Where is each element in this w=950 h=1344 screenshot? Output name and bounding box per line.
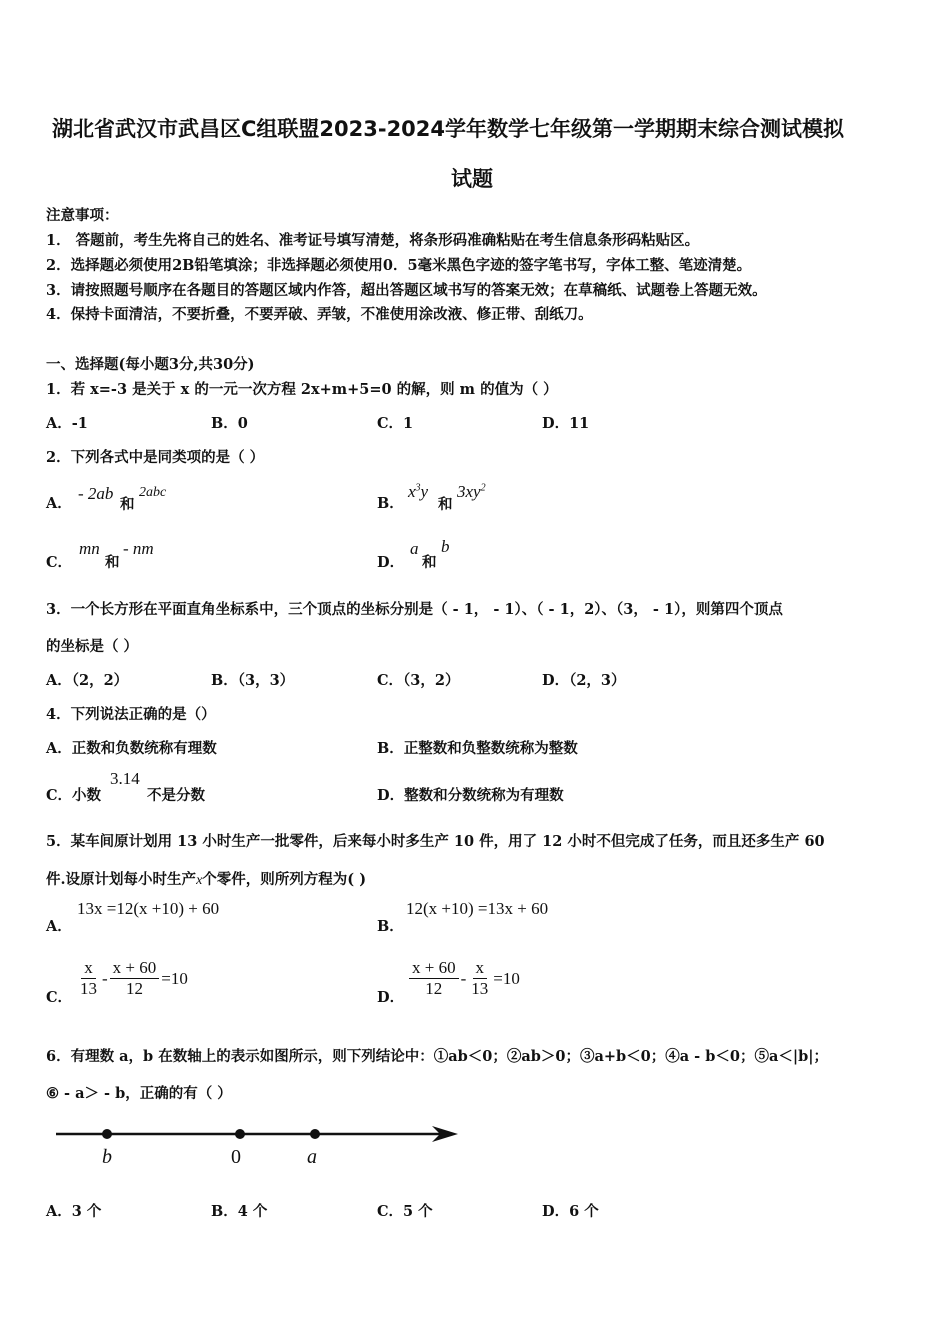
number-line-figure <box>50 1118 470 1178</box>
point-b-dot <box>102 1129 112 1139</box>
q6-option-a: A．3 个 <box>46 1203 102 1220</box>
q3-stem-line1: 3．一个长方形在平面直角坐标系中，三个顶点的坐标分别是（ - 1， - 1）、（ - 1，2）、（3， - 1），则第四个顶点 <box>46 601 783 618</box>
q1-option-d: D．11 <box>542 415 590 432</box>
q1-option-c: C．1 <box>377 415 414 432</box>
q2-a-conj: 和 <box>120 496 135 513</box>
q2-d-term1: a <box>410 539 419 558</box>
notice-item-2: 2．选择题必须使用2B铅笔填涂；非选择题必须使用0．5毫米黑色字迹的签字笔书写，字体工整、笔迹清楚。 <box>46 257 752 274</box>
q3-option-a: A．（2，2） <box>46 672 129 689</box>
notice-item-4: 4．保持卡面清洁，不要折叠，不要弄破、弄皱，不准使用涂改液、修正带、刮纸刀。 <box>46 306 593 323</box>
q2-option-d-label: D． <box>377 554 405 571</box>
q5-stem-line1: 5．某车间原计划用 13 小时生产一批零件，后来每小时多生产 10 件，用了 12 小时不但完成了任务，而且还多生产 60 <box>46 833 825 850</box>
q1-stem: 1．若 x=-3 是关于 x 的一元一次方程 2x+m+5=0 的解，则 m 的值为（ ） <box>46 381 558 398</box>
notice-heading: 注意事项： <box>46 207 119 224</box>
q6-option-b: B．4 个 <box>211 1203 268 1220</box>
q2-b-term2: $3xy^2$ <box>457 482 486 501</box>
label-zero: 0 <box>231 1146 241 1168</box>
q6-option-d: D．6 个 <box>542 1203 599 1220</box>
q2-c-term1: mn <box>79 539 100 558</box>
q2-option-c-label: C． <box>46 554 73 571</box>
q4-option-d: D．整数和分数统称为有理数 <box>377 787 564 804</box>
label-b: b <box>102 1146 112 1168</box>
section-heading: 一、选择题(每小题3分,共30分) <box>46 356 255 373</box>
q3-option-d: D．（2，3） <box>542 672 626 689</box>
q2-b-term1: $x^3y$ <box>408 482 429 501</box>
q2-d-term2: b <box>441 537 450 556</box>
q6-option-c: C．5 个 <box>377 1203 433 1220</box>
notice-item-3: 3．请按照题号顺序在各题目的答题区域内作答，超出答题区域书写的答案无效；在草稿纸、试题卷上答题无效。 <box>46 282 767 299</box>
q2-c-conj: 和 <box>105 554 120 571</box>
q5-option-a-label: A． <box>46 918 72 935</box>
q5-option-b-label: B． <box>377 918 404 935</box>
q5-option-d-label: D． <box>377 989 405 1006</box>
q5-option-b-expr: 12(x +10) =13x + 60 <box>406 899 549 918</box>
q2-c-term2: - nm <box>123 539 154 558</box>
q2-d-conj: 和 <box>422 554 437 571</box>
q3-stem-line2: 的坐标是（ ） <box>46 638 139 655</box>
q4-option-c-number: 3.14 <box>110 769 140 788</box>
q3-option-b: B．（3，3） <box>211 672 295 689</box>
q2-a-term2: 2abc <box>139 485 167 500</box>
q4-option-c-pre: C．小数 <box>46 787 102 804</box>
q2-b-conj: 和 <box>438 496 453 513</box>
q2-option-a-label: A． <box>46 495 72 512</box>
q5-stem-line2: 件.设原计划每小时生产x个零件，则所列方程为( ) <box>46 871 367 888</box>
point-zero-dot <box>235 1129 245 1139</box>
q1-option-b: B．0 <box>211 415 248 432</box>
page-title-line1: 湖北省武汉市武昌区C组联盟2023-2024学年数学七年级第一学期期末综合测试模拟 <box>52 117 845 141</box>
q3-option-c: C．（3，2） <box>377 672 460 689</box>
label-a: a <box>307 1146 317 1168</box>
q5-option-c-expr: $\frac{x}{13}$ - $\frac{x + 60}{12}$ =10 <box>80 958 188 998</box>
q2-a-term1: - 2ab <box>78 484 114 503</box>
q2-stem: 2．下列各式中是同类项的是（ ） <box>46 449 265 466</box>
q5-option-c-label: C． <box>46 989 73 1006</box>
q6-stem-line1: 6．有理数 a，b 在数轴上的表示如图所示，则下列结论中：①ab＜0；②ab＞0；③a+b＜0；④a - b＜0；⑤a＜|b|； <box>46 1048 829 1065</box>
q2-option-b-label: B． <box>377 495 404 512</box>
q4-option-c-post: 不是分数 <box>147 787 205 804</box>
q4-stem: 4．下列说法正确的是（） <box>46 706 216 723</box>
point-a-dot <box>310 1129 320 1139</box>
q5-option-a-expr: 13x =12(x +10) + 60 <box>77 899 220 918</box>
q5-option-d-expr: $\frac{x + 60}{12}$ - $\frac{x}{13}$ =10 <box>407 958 520 999</box>
q1-option-a: A．-1 <box>46 415 88 432</box>
q6-stem-line2: ⑥ - a＞ - b，正确的有（ ） <box>46 1085 232 1102</box>
q4-option-b: B．正整数和负整数统称为整数 <box>377 740 578 757</box>
notice-item-1: 1． 答题前，考生先将自己的姓名、准考证号填写清楚，将条形码准确粘贴在考生信息条形码粘贴区。 <box>46 232 700 249</box>
page-title-line2: 试题 <box>451 167 493 191</box>
q4-option-a: A．正数和负数统称有理数 <box>46 740 217 757</box>
